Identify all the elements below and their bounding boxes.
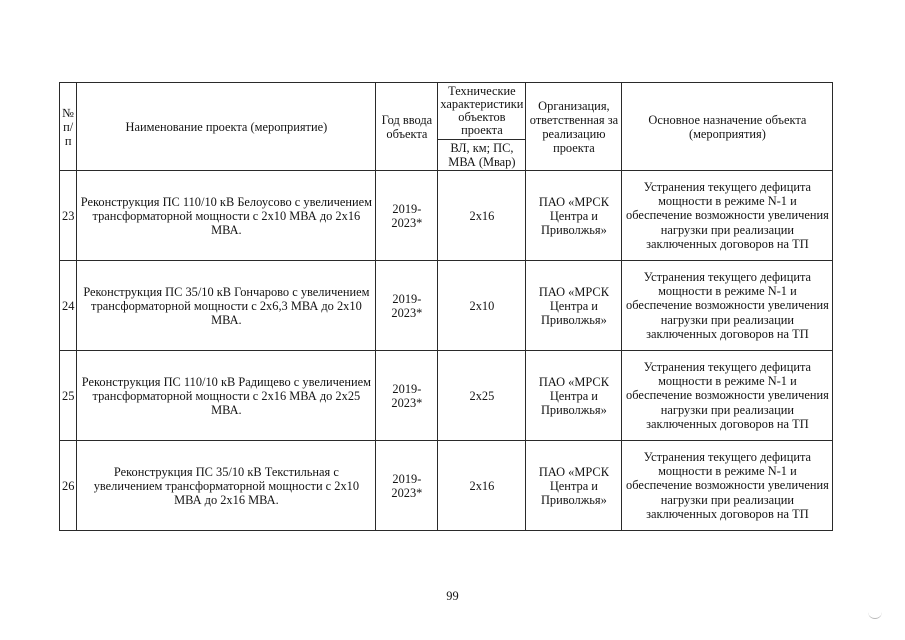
row-organization: ПАО «МРСК Центра и Приволжья»: [526, 441, 622, 531]
row-project-name: Реконструкция ПС 35/10 кВ Гончарово с увеличением трансформаторной мощности с 2х6,3 МВА до 2х10 МВА.: [77, 261, 376, 351]
row-purpose: Устранения текущего дефицита мощности в режиме N-1 и обеспечение возможности увеличения нагрузки при реализации заключенных договоров на ТП: [622, 261, 833, 351]
header-technical-characteristics: Технические характеристики объектов проекта: [438, 83, 526, 140]
row-purpose: Устранения текущего дефицита мощности в режиме N-1 и обеспечение возможности увеличения нагрузки при реализации заключенных договоров на ТП: [622, 441, 833, 531]
row-purpose: Устранения текущего дефицита мощности в режиме N-1 и обеспечение возможности увеличения нагрузки при реализации заключенных договоров на ТП: [622, 171, 833, 261]
row-number: 23: [60, 171, 77, 261]
row-organization: ПАО «МРСК Центра и Приволжья»: [526, 171, 622, 261]
table-row: [60, 351, 833, 441]
header-responsible-organization: Организация, ответственная за реализацию проекта: [526, 83, 622, 171]
row-organization: ПАО «МРСК Центра и Приволжья»: [526, 351, 622, 441]
row-number: 25: [60, 351, 77, 441]
header-num: № п/п: [60, 83, 77, 171]
page-number: 99: [446, 589, 459, 603]
row-project-name: Реконструкция ПС 110/10 кВ Радищево с увеличением трансформаторной мощности с 2х16 МВА до 2х25 МВА.: [77, 351, 376, 441]
row-project-name: Реконструкция ПС 35/10 кВ Текстильная с увеличением трансформаторной мощности с 2х10 МВА до 2х16 МВА.: [77, 441, 376, 531]
row-purpose: Устранения текущего дефицита мощности в режиме N-1 и обеспечение возможности увеличения нагрузки при реализации заключенных договоров на ТП: [622, 351, 833, 441]
row-year: 2019-2023*: [376, 261, 438, 351]
scan-mark: [868, 612, 882, 619]
row-project-name: Реконструкция ПС 110/10 кВ Белоусово с увеличением трансформаторной мощности с 2х10 МВА до 2х16 МВА.: [77, 171, 376, 261]
table-row: [60, 441, 833, 531]
row-year: 2019-2023*: [376, 351, 438, 441]
row-tech: 2х10: [438, 261, 526, 351]
row-tech: 2х16: [438, 441, 526, 531]
header-commissioning-year: Год ввода объекта: [376, 83, 438, 171]
row-tech: 2х16: [438, 171, 526, 261]
row-number: 24: [60, 261, 77, 351]
row-year: 2019-2023*: [376, 441, 438, 531]
header-project-name: Наименование проекта (мероприятие): [77, 83, 376, 171]
header-purpose: Основное назначение объекта (мероприятия): [622, 83, 833, 171]
row-year: 2019-2023*: [376, 171, 438, 261]
projects-table: [59, 82, 833, 531]
table-row: [60, 171, 833, 261]
header-technical-units: ВЛ, км; ПС, МВА (Мвар): [438, 140, 526, 171]
row-tech: 2х25: [438, 351, 526, 441]
table-row: [60, 261, 833, 351]
table-header-row: [60, 83, 833, 140]
row-number: 26: [60, 441, 77, 531]
row-organization: ПАО «МРСК Центра и Приволжья»: [526, 261, 622, 351]
